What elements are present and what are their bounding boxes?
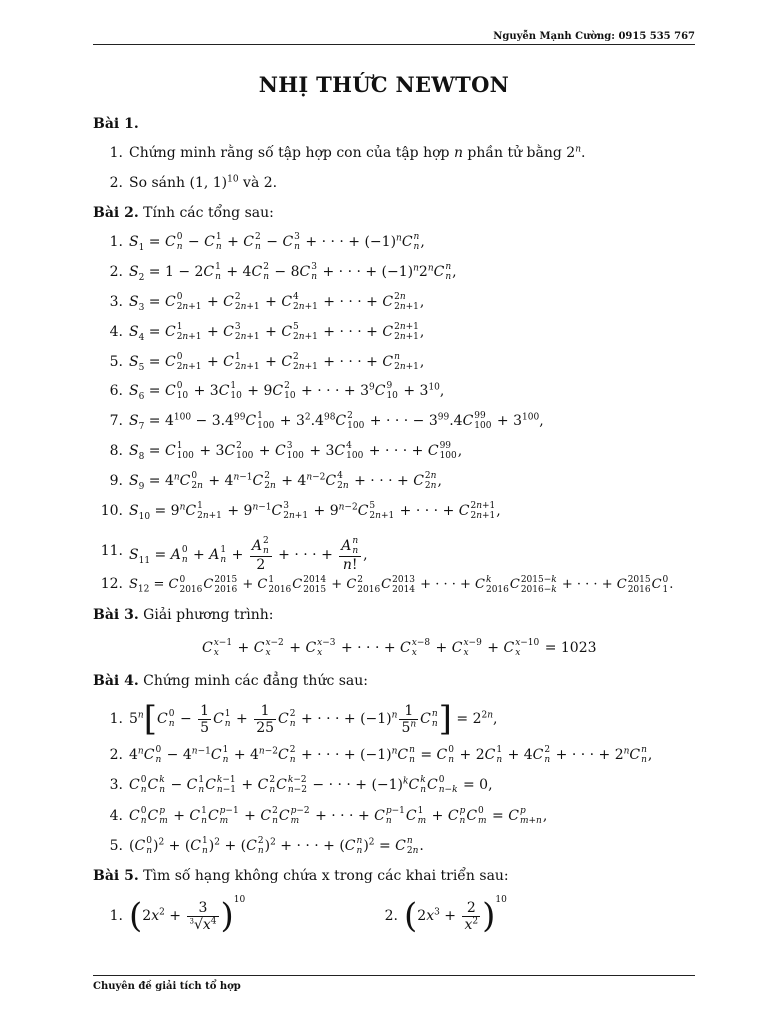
bai4-heading [93,671,368,691]
bai2-item-12: 12. $S_{12} = C$ 0 2016 C 2015 2016 + C 1 2016 C 2014 2015 + C 2 2016 C 2013 2014 + · · · + C k 2016 C 2015−k 2016−k + · · · + C 2015 2016 C 0 1 . [100,574,674,595]
bai5-item-2: 2. ($2x^3$ + $\frac{2}{x^2}$ )$^{10}$ [384,895,507,936]
header-rule [93,44,695,45]
bai4-text: Chứng minh các đẳng thức sau: [143,673,369,689]
bai2-item-4: 4. $S_4 = C$ 1 2n+1 + C 3 2n+1 + C 5 2n+1 + · · · + C 2n+1 2n+1 , [109,322,425,343]
header-author: Nguyễn Mạnh Cường: 0915 535 767 [493,31,695,42]
bai2-label: Bài 2. [93,205,139,221]
bai5-heading [93,866,509,886]
bai2-item-2: 2. $S_2 = 1 - 2C$ 1 n + 4C 2 n − 8C 3 n + · · · + $(-1)^n2^nC$ n n , [109,262,457,283]
bai4-item-1: 1. 5$^n$[C 0 n − $\frac{1}{5}$ C 1 n + $\frac{1}{25}$ C 2 n + · · · + $(-1)^n$ $\frac{1}{5^n}$ C n n ] = $2^{2n}$, [109,699,498,739]
bai3-text: Giải phương trình: [143,607,274,623]
bai3-label: Bài 3. [93,607,139,623]
bai4-item-3: 3. C 0 n C k n − C 1 n C k−1 n−1 + C 2 n C k−2 n−2 − · · · + $(-1)^kC$ k n C 0 n−k = 0, [109,775,493,795]
footer-rule [93,975,695,976]
bai3-equation: C x−1 x + C x−2 x + C x−3 x + · · · + C x−8 x + C x−9 x + C x−10 x = 1023 [202,638,597,658]
bai1-item-1: 1. Chứng minh rằng số tập hợp con của tập hợp n phần tử bằng 2$^n$. [109,144,586,161]
bai2-item-8: 8. $S_8 = C$ 1 100 + 3C 2 100 + C 3 100 + 3C 4 100 + · · · + C 99 100 , [109,441,463,462]
bai4-label: Bài 4. [93,673,139,689]
page-title: NHỊ THỨC NEWTON [258,72,510,97]
bai5-label: Bài 5. [93,868,139,884]
bai4-item-5: 5. (C 0 n )$^2$ + (C 1 n )$^2$ + (C 2 n )$^2$ + · · · + (C n n )$^2$ = C n 2n . [109,836,424,856]
bai2-text: Tính các tổng sau: [143,205,274,221]
bai4-item-2: 2. 4$^n$C 0 n − $4^{n-1}C$ 1 n + $4^{n-2}C$ 2 n + · · · + $(-1)^nC$ n n = C 0 n + 2C 1 n + 4C 2 n + · · · + $2^nC$ n n , [109,745,653,765]
footer-text: Chuyên đề giải tích tổ hợp [93,981,241,992]
bai2-item-11: 11. $S_{11} = A$ 0 n + A 1 n + A 2 n 2 + · · · + A n n n! , [100,536,368,573]
bai5-item-1: 1. ($2x^2$ + $\frac{3}{^3√x^4}$ )$^{10}$ [109,895,246,936]
bai2-item-5: 5. $S_5 = C$ 0 2n+1 + C 1 2n+1 + C 2 2n+1 + · · · + C n 2n+1 , [109,352,425,373]
bai2-item-9: 9. $S_9 = 4^nC$ 0 2n + $4^{n-1}C$ 2 2n + $4^{n-2}C$ 4 2n + · · · + C 2n 2n , [109,471,442,492]
bai2-item-10: 10. $S_{10} = 9^nC$ 1 2n+1 + $9^{n-1}C$ 3 2n+1 + $9^{n-2}C$ 5 2n+1 + · · · + C 2n+1 2n+1 , [100,501,501,522]
bai2-heading [93,203,274,223]
bai2-item-1: 1. $S_1 = C$ 0 n − C 1 n + C 2 n − C 3 n + · · · + $(-1)^nC$ n n , [109,232,425,253]
bai2-item-3: 3. $S_3 = C$ 0 2n+1 + C 2 2n+1 + C 4 2n+1 + · · · + C 2n 2n+1 , [109,292,425,313]
bai2-item-7: 7. $S_7 = 4^{100} - 3.4^{99}C$ 1 100 + $3^2.4^{98}C$ 2 100 + · · · − $3^{99}.4C$ 99 100 + $3^{100}$, [109,411,544,432]
bai1-item-2: 2. So sánh (1, 1)$^{10}$ và 2. [109,174,278,191]
bai2-item-6: 6. $S_6 = C$ 0 10 + 3C 1 10 + 9C 2 10 + · · · + $3^9C$ 9 10 + $3^{10}$, [109,381,445,402]
bai3-heading [93,605,274,625]
bai4-item-4: 4. C 0 n C p m + C 1 n C p−1 m + C 2 n C p−2 m + · · · + C p−1 n C 1 m + C p n C 0 m = C p m+n , [109,806,548,826]
bai1-label: Bài 1. [93,116,139,132]
bai5-text: Tìm số hạng không chứa x trong các khai triển sau: [143,868,509,884]
